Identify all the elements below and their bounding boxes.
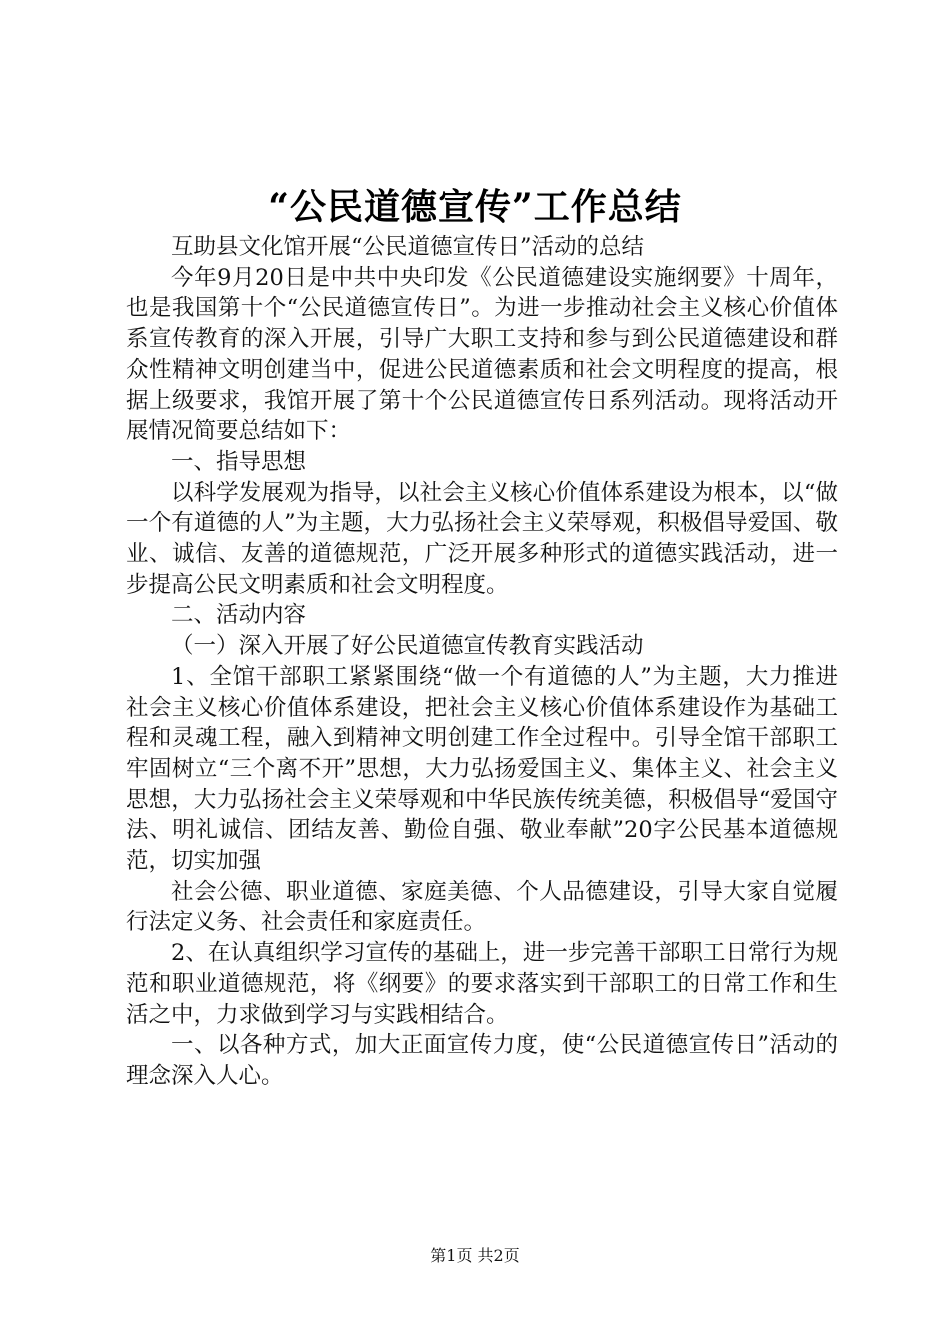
- paragraph-publicity: 一、以各种方式，加大正面宣传力度，使“公民道德宣传日”活动的理念深入人心。: [126, 1032, 838, 1089]
- page-number-footer: 第1页 共2页: [430, 1246, 520, 1265]
- paragraph-item-1: 1、全馆干部职工紧紧围绕“做一个有道德的人”为主题，大力推进社会主义核心价值体系建设，把社会主义核心价值体系建设作为基础工程和灵魂工程，融入到精神文明创建工作全过程中。引导全馆干部职工牢固树立“三个离不开”思想，大力弘扬爱国主义、集体主义、社会主义思想，大力弘扬社会主义荣辱观和中华民族传统美德，积极倡导“爱国守法、明礼诚信、团结友善、勤俭自强、敬业奉献”20字公民基本道德规范，切实加强: [126, 663, 838, 875]
- document-title: “公民道德宣传”工作总结: [268, 186, 682, 228]
- subheading-education-practice: （一）深入开展了好公民道德宣传教育实践活动: [171, 633, 644, 660]
- paragraph-item-2: 2、在认真组织学习宣传的基础上，进一步完善干部职工日常行为规范和职业道德规范，将《纲要》的要求落实到干部职工的日常工作和生活之中，力求做到学习与实践相结合。: [126, 940, 838, 1028]
- heading-guiding-ideology: 一、指导思想: [171, 448, 307, 475]
- paragraph-introduction: 今年9月20日是中共中央印发《公民道德建设实施纲要》十周年，也是我国第十个“公民道德宣传日”。为进一步推动社会主义核心价值体系宣传教育的深入开展，引导广大职工支持和参与到公民道德建设和群众性精神文明创建当中，促进公民道德素质和社会文明程度的提高，根据上级要求，我馆开展了第十个公民道德宣传日系列活动。现将活动开展情况简要总结如下：: [126, 264, 838, 445]
- heading-activity-content: 二、活动内容: [171, 602, 307, 629]
- paragraph-item-1-continued: 社会公德、职业道德、家庭美德、个人品德建设，引导大家自觉履行法定义务、社会责任和家庭责任。: [126, 878, 838, 936]
- paragraph-subtitle: 互助县文化馆开展“公民道德宣传日”活动的总结: [171, 234, 645, 260]
- paragraph-guiding-ideology: 以科学发展观为指导，以社会主义核心价值体系建设为根本，以“做一个有道德的人”为主题，大力弘扬社会主义荣辱观，积极倡导爱国、敬业、诚信、友善的道德规范，广泛开展多种形式的道德实践活动，进一步提高公民文明素质和社会文明程度。: [126, 479, 838, 598]
- document-body: [126, 232, 838, 1092]
